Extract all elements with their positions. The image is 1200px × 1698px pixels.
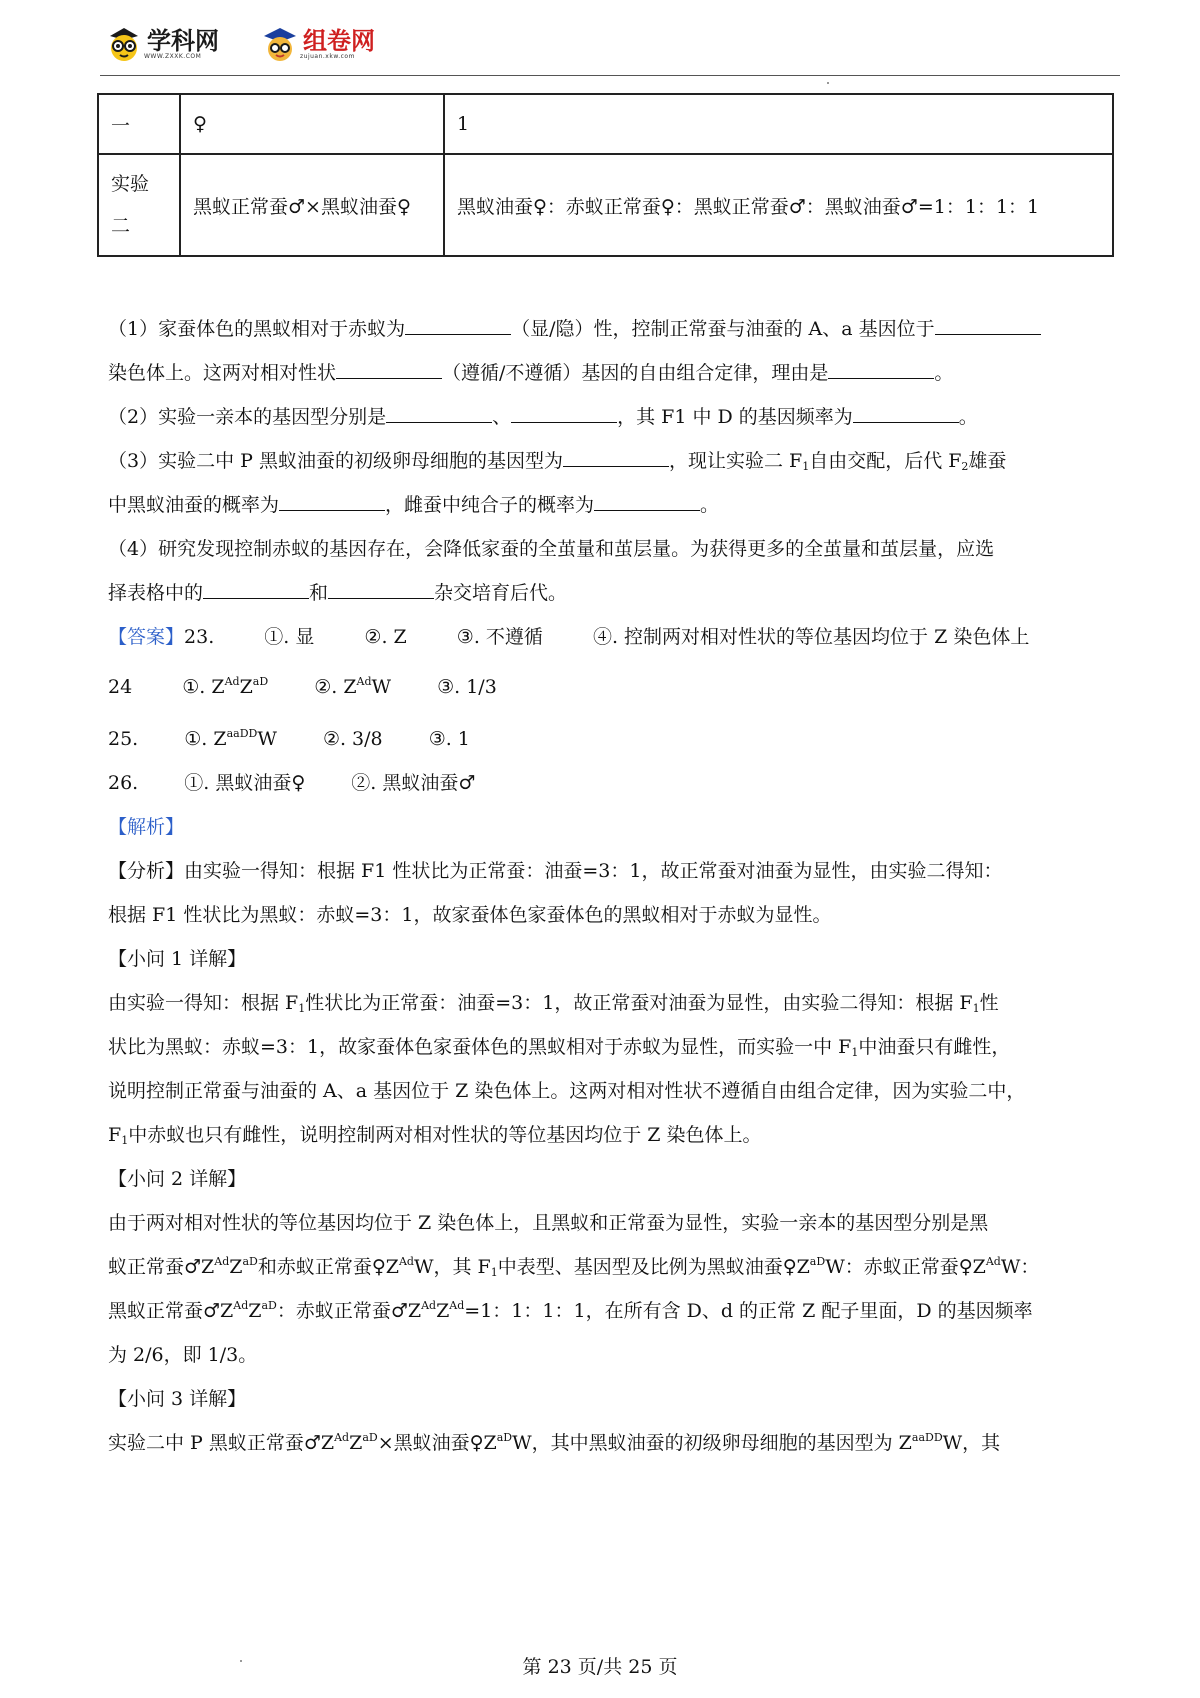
page-header bbox=[100, 18, 1120, 66]
q4-text-b: 择表格中的 bbox=[108, 582, 204, 604]
q4-text-c: 和 bbox=[309, 582, 329, 604]
answer-number: 24 bbox=[108, 676, 133, 698]
answer-line-26 bbox=[108, 769, 1113, 813]
analysis-text: 中赤蚁也只有雌性，说明控制两对相对性状的等位基因均位于 Z 染色体上。 bbox=[128, 1124, 762, 1146]
superscript: Ad bbox=[224, 675, 240, 688]
answer-blank[interactable] bbox=[203, 580, 309, 599]
q4-line2 bbox=[108, 579, 1113, 623]
analysis-text: 状比为黑蚁：赤蚁=3：1，故家蚕体色家蚕体色的黑蚁相对于赤蚁为显性，而实验一中 F bbox=[108, 1036, 852, 1058]
q2-text-a: （2）实验一亲本的基因型分别是 bbox=[108, 406, 387, 428]
subscript: 1 bbox=[851, 1046, 859, 1059]
answer-item: ②. 黑蚁油蚕♂ bbox=[351, 772, 476, 794]
s2-label-line bbox=[108, 1165, 1113, 1209]
answer-blank[interactable] bbox=[336, 360, 442, 379]
q1-text-c: 染色体上。这两对相对性状 bbox=[108, 362, 337, 384]
analysis-text: 说明控制正常蚕与油蚕的 A、a 基因位于 Z 染色体上。这两对相对性状不遵循自由组合定律，因为实验二中， bbox=[108, 1080, 1026, 1102]
answer-item: ③. 1/3 bbox=[437, 676, 497, 698]
q2-text-b: 、 bbox=[492, 406, 512, 428]
q2-text-d: 。 bbox=[958, 406, 978, 428]
s2-line4 bbox=[108, 1341, 1113, 1385]
superscript: aD bbox=[252, 675, 269, 688]
answer-item: ①. 黑蚁油蚕♀ bbox=[184, 772, 306, 794]
superscript: aD bbox=[496, 1431, 513, 1444]
superscript: Ad bbox=[356, 675, 372, 688]
owl-mascot-icon bbox=[104, 24, 144, 64]
answer-blank[interactable] bbox=[828, 360, 934, 379]
analysis-text: Z bbox=[349, 1432, 363, 1454]
q4-text-a: （4）研究发现控制赤蚁的基因存在，会降低家蚕的全茧量和茧层量。为获得更多的全茧量和茧层量，应选 bbox=[108, 538, 995, 560]
superscript: aaDD bbox=[911, 1431, 943, 1444]
analysis-text: 中油蚕只有雌性， bbox=[858, 1036, 1011, 1058]
analysis-text: Z bbox=[248, 1300, 262, 1322]
letter: W bbox=[257, 728, 277, 750]
answer-item: ②. Z bbox=[314, 676, 357, 698]
q2-text-c: ，其 F1 中 D 的基因频率为 bbox=[617, 406, 853, 428]
analysis-text: 由实验一得知：根据 F1 性状比为正常蚕：油蚕=3：1，故正常蚕对油蚕为显性，由实验二得知： bbox=[184, 860, 1003, 882]
q3-text-e: 中黑蚁油蚕的概率为 bbox=[108, 494, 280, 516]
section-label: 【小问 1 详解】 bbox=[108, 948, 247, 970]
analysis-text: =1：1：1：1，在所有含 D、d 的正常 Z 配子里面，D 的基因频率 bbox=[464, 1300, 1033, 1322]
table-row bbox=[98, 154, 1113, 256]
cell-line: 二 bbox=[111, 215, 131, 237]
q1-text-d: （遵循/不遵循）基因的自由组合定律，理由是 bbox=[442, 362, 829, 384]
analysis-label-line bbox=[108, 813, 1113, 857]
section-label: 【分析】 bbox=[108, 860, 185, 882]
analysis-text: 根据 F1 性状比为黑蚁：赤蚁=3：1，故家蚕体色家蚕体色的黑蚁相对于赤蚁为显性。 bbox=[108, 904, 832, 926]
cell-line: 实验 bbox=[111, 173, 150, 195]
letter: Z bbox=[239, 676, 253, 698]
superscript: Ad bbox=[421, 1299, 437, 1312]
q4-text-d: 杂交培育后代。 bbox=[434, 582, 568, 604]
q1-text-e: 。 bbox=[934, 362, 954, 384]
header-divider bbox=[100, 75, 1120, 76]
superscript: Ad bbox=[214, 1255, 230, 1268]
q3-text-d: 雄蚕 bbox=[968, 450, 1007, 472]
subscript: 2 bbox=[961, 460, 969, 473]
answer-blank[interactable] bbox=[594, 492, 700, 511]
table-cell: 黑蚁油蚕♀：赤蚁正常蚕♀：黑蚁正常蚕♂：黑蚁油蚕♂=1：1：1：1 bbox=[444, 154, 1113, 256]
analysis-text: 由于两对相对性状的等位基因均位于 Z 染色体上，且黑蚁和正常蚕为显性，实验一亲本的基因型分别是黑 bbox=[108, 1212, 989, 1234]
logo2-text: 组卷网 bbox=[303, 26, 375, 55]
answer-number: 25. bbox=[108, 728, 139, 750]
answer-blank[interactable] bbox=[328, 580, 434, 599]
table-cell: ♀ bbox=[180, 94, 444, 154]
q3-text-g: 。 bbox=[700, 494, 720, 516]
q3-text-a: （3）实验二中 P 黑蚁油蚕的初级卵母细胞的基因型为 bbox=[108, 450, 563, 472]
answer-item: ①. Z bbox=[184, 728, 227, 750]
s2-line3 bbox=[108, 1297, 1113, 1341]
analysis-text: ×黑蚁油蚕♀Z bbox=[377, 1432, 497, 1454]
page-number: 第 23 页/共 25 页 bbox=[522, 1656, 678, 1678]
analysis-text: W，其中黑蚁油蚕的初级卵母细胞的基因型为 Z bbox=[512, 1432, 912, 1454]
table-cell bbox=[98, 154, 180, 256]
s1-line2 bbox=[108, 1033, 1113, 1077]
analysis-text: 为 2/6，即 1/3。 bbox=[108, 1344, 258, 1366]
q1-line1 bbox=[108, 315, 1113, 359]
s1-label-line bbox=[108, 945, 1113, 989]
experiment-table bbox=[97, 93, 1114, 257]
table-cell: 黑蚁正常蚕♂×黑蚁油蚕♀ bbox=[180, 154, 444, 256]
answer-item: ③. 1 bbox=[428, 728, 470, 750]
answer-item: ②. Z bbox=[364, 626, 407, 648]
analysis-text: 中表型、基因型及比例为黑蚁油蚕♀Z bbox=[497, 1256, 810, 1278]
superscript: Ad bbox=[449, 1299, 465, 1312]
q3-text-c: 自由交配，后代 F bbox=[809, 450, 962, 472]
section-label: 【小问 3 详解】 bbox=[108, 1388, 247, 1410]
analysis-text: 黑蚁正常蚕♂Z bbox=[108, 1300, 234, 1322]
table-cell: 一 bbox=[98, 94, 180, 154]
letter: W bbox=[371, 676, 392, 698]
answer-number: 23. bbox=[184, 626, 215, 648]
answer-blank[interactable] bbox=[279, 492, 385, 511]
analysis-text: W：赤蚁正常蚕♀Z bbox=[825, 1256, 986, 1278]
analysis-text: 实验二中 P 黑蚁正常蚕♂Z bbox=[108, 1432, 335, 1454]
analysis-text: Z bbox=[436, 1300, 450, 1322]
analysis-text: 和赤蚁正常蚕♀Z bbox=[257, 1256, 399, 1278]
q3-line1 bbox=[108, 447, 1113, 491]
s1-line3 bbox=[108, 1077, 1113, 1121]
s2-line1 bbox=[108, 1209, 1113, 1253]
table-row bbox=[98, 94, 1113, 154]
answer-blank[interactable] bbox=[563, 448, 669, 467]
question-content bbox=[108, 315, 1113, 1473]
logo1-text: 学科网 bbox=[147, 26, 219, 55]
answer-item: ①. 显 bbox=[264, 626, 315, 648]
analysis-text: 由实验一得知：根据 F bbox=[108, 992, 299, 1014]
answer-blank[interactable] bbox=[511, 404, 617, 423]
answer-line-25 bbox=[108, 725, 1113, 769]
subscript: 1 bbox=[298, 1002, 306, 1015]
analysis-line2 bbox=[108, 901, 1113, 945]
subscript: 1 bbox=[490, 1266, 498, 1279]
subscript: 1 bbox=[802, 460, 810, 473]
answer-item: ④. 控制两对相对性状的等位基因均位于 Z 染色体上 bbox=[592, 626, 1030, 648]
s3-label-line bbox=[108, 1385, 1113, 1429]
analysis-text: 性状比为正常蚕：油蚕=3：1，故正常蚕对油蚕为显性，由实验二得知：根据 F bbox=[305, 992, 973, 1014]
answer-blank[interactable] bbox=[405, 316, 511, 335]
answer-item: ②. 3/8 bbox=[322, 728, 383, 750]
superscript: Ad bbox=[398, 1255, 414, 1268]
zujuanwang-logo[interactable] bbox=[260, 22, 375, 66]
answer-item: ①. Z bbox=[182, 676, 225, 698]
q1-text-b: （显/隐）性，控制正常蚕与油蚕的 A、a 基因位于 bbox=[511, 318, 935, 340]
student-mascot-icon bbox=[260, 24, 300, 64]
q3-text-b: ，现让实验二 F bbox=[668, 450, 803, 472]
answer-blank[interactable] bbox=[386, 404, 492, 423]
table-cell: 1 bbox=[444, 94, 1113, 154]
analysis-label: 【解析】 bbox=[108, 816, 185, 838]
subscript: 1 bbox=[972, 1002, 980, 1015]
q2-line bbox=[108, 403, 1113, 447]
superscript: aD bbox=[809, 1255, 826, 1268]
analysis-text: F bbox=[108, 1124, 122, 1146]
xuekewang-logo[interactable] bbox=[104, 22, 219, 66]
superscript: Ad bbox=[233, 1299, 249, 1312]
s1-line4 bbox=[108, 1121, 1113, 1165]
analysis-text: ：赤蚁正常蚕♂Z bbox=[276, 1300, 422, 1322]
analysis-text: Z bbox=[229, 1256, 243, 1278]
answer-blank[interactable] bbox=[853, 404, 959, 423]
superscript: aaDD bbox=[226, 727, 258, 740]
q4-line1 bbox=[108, 535, 1113, 579]
subscript: 1 bbox=[121, 1134, 129, 1147]
analysis-text: 性 bbox=[979, 992, 999, 1014]
s1-line1 bbox=[108, 989, 1113, 1033]
superscript: Ad bbox=[334, 1431, 350, 1444]
analysis-line1 bbox=[108, 857, 1113, 901]
s2-line2 bbox=[108, 1253, 1113, 1297]
answer-blank[interactable] bbox=[935, 316, 1041, 335]
answer-number: 26. bbox=[108, 772, 139, 794]
superscript: Ad bbox=[985, 1255, 1001, 1268]
s3-line1 bbox=[108, 1429, 1113, 1473]
answer-line-23 bbox=[108, 623, 1113, 667]
logo2-subtext: zujuan.xkw.com bbox=[300, 52, 355, 60]
answer-line-24 bbox=[108, 667, 1113, 725]
logo1-subtext: WWW.ZXXK.COM bbox=[144, 52, 202, 60]
superscript: aD bbox=[261, 1299, 277, 1312]
analysis-text: W，其 bbox=[942, 1432, 1001, 1454]
stray-dot bbox=[827, 82, 829, 84]
q3-text-f: ，雌蚕中纯合子的概率为 bbox=[385, 494, 595, 516]
superscript: aD bbox=[362, 1431, 378, 1444]
section-label: 【小问 2 详解】 bbox=[108, 1168, 247, 1190]
q1-text-a: （1）家蚕体色的黑蚁相对于赤蚁为 bbox=[108, 318, 406, 340]
analysis-text: W： bbox=[1000, 1256, 1040, 1278]
q3-line2 bbox=[108, 491, 1113, 535]
q1-line2 bbox=[108, 359, 1113, 403]
analysis-text: W，其 F bbox=[413, 1256, 491, 1278]
answer-item: ③. 不遵循 bbox=[456, 626, 543, 648]
superscript: aD bbox=[242, 1255, 258, 1268]
analysis-text: 蚁正常蚕♂Z bbox=[108, 1256, 215, 1278]
answer-label: 【答案】 bbox=[108, 626, 185, 648]
